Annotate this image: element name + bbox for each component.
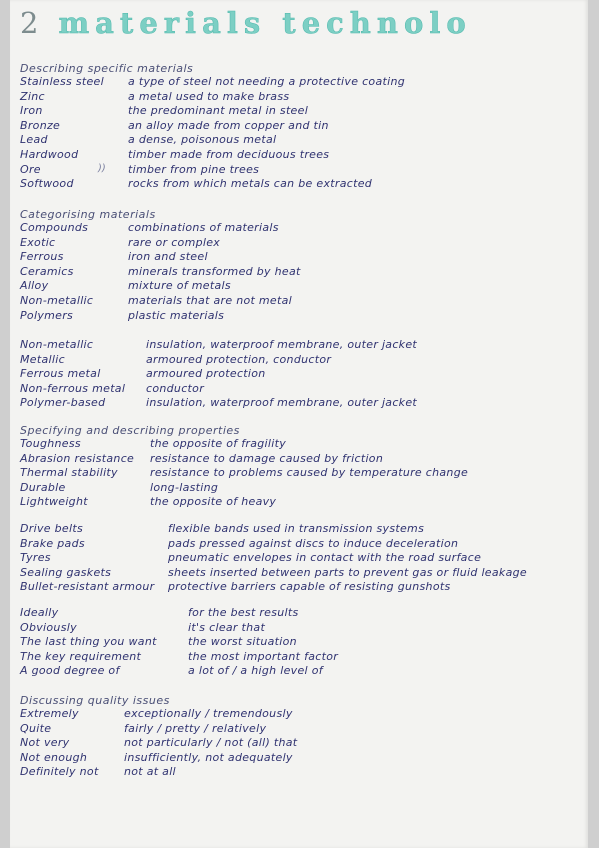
vocab-definition: insulation, waterproof membrane, outer jacket <box>146 338 418 351</box>
vocab-term: Not enough <box>20 750 88 764</box>
vocab-row <box>20 294 585 309</box>
vocab-row <box>20 396 585 411</box>
vocab-definition: insufficiently, not adequately <box>124 750 293 764</box>
vocab-definition: protective barriers capable of resisting gunshots <box>168 580 451 594</box>
vocab-row <box>20 751 585 766</box>
vocab-row <box>20 148 585 163</box>
notes-section <box>20 338 585 411</box>
vocab-row <box>20 522 585 537</box>
vocab-term: Alloy <box>20 279 49 293</box>
vocab-definition: the worst situation <box>188 635 297 649</box>
vocab-row <box>20 250 585 265</box>
vocab-term: Sealing gaskets <box>20 565 112 579</box>
vocab-term: Non-metallic <box>20 338 94 351</box>
vocab-term: The last thing you want <box>20 635 157 649</box>
vocab-row <box>20 90 585 105</box>
notes-section <box>20 208 585 323</box>
section-heading: Specifying and describing properties <box>20 424 240 437</box>
vocab-row <box>20 309 585 324</box>
vocab-definition: rocks from which metals can be extracted <box>128 177 373 191</box>
vocab-term: Polymer-based <box>20 396 106 410</box>
vocab-term: Ceramics <box>20 264 74 278</box>
vocab-definition: resistance to damage caused by friction <box>150 451 384 465</box>
vocab-definition: not particularly / not (all) that <box>124 736 298 750</box>
vocab-row <box>20 452 585 467</box>
vocab-row <box>20 279 585 294</box>
vocab-definition: a metal used to make brass <box>128 89 290 103</box>
vocab-term: Hardwood <box>20 147 79 161</box>
vocab-term: Zinc <box>20 89 45 103</box>
vocab-definition: iron and steel <box>128 250 208 264</box>
vocab-row <box>20 765 585 780</box>
ditto-mark: )) <box>98 162 106 174</box>
vocab-term: Extremely <box>20 707 79 720</box>
vocab-term: Definitely not <box>20 765 99 779</box>
vocab-row <box>20 736 585 751</box>
vocab-row <box>20 236 585 251</box>
vocab-term: Metallic <box>20 352 65 366</box>
title-text: materials technolo <box>58 6 472 40</box>
notes-section <box>20 694 585 780</box>
vocab-definition: flexible bands used in transmission systems <box>168 522 425 535</box>
vocab-term: Softwood <box>20 177 74 191</box>
vocab-row <box>20 177 585 192</box>
vocab-row <box>20 664 585 679</box>
section-heading: Describing specific materials <box>20 62 194 75</box>
vocab-term: Polymers <box>20 308 74 322</box>
vocab-definition: exceptionally / tremendously <box>124 707 293 720</box>
vocab-term: Bullet-resistant armour <box>20 580 155 594</box>
vocab-definition: pads pressed against discs to induce deceleration <box>168 536 459 550</box>
vocab-row <box>20 707 585 722</box>
vocab-row <box>20 650 585 665</box>
vocab-term: Quite <box>20 721 52 735</box>
vocab-definition: long-lasting <box>150 480 219 494</box>
vocab-definition: combinations of materials <box>128 221 279 234</box>
vocab-row <box>20 104 585 119</box>
vocab-term: The key requirement <box>20 649 142 663</box>
vocab-definition: for the best results <box>188 606 299 619</box>
vocab-definition: a lot of / a high level of <box>188 664 323 678</box>
vocab-term: Non-ferrous metal <box>20 381 126 395</box>
vocab-term: Ferrous metal <box>20 367 101 381</box>
vocab-row <box>20 119 585 134</box>
vocab-row <box>20 437 585 452</box>
vocab-term: Compounds <box>20 221 89 234</box>
vocab-term: Durable <box>20 480 66 494</box>
vocab-row <box>20 495 585 510</box>
vocab-definition: insulation, waterproof membrane, outer jacket <box>146 396 418 410</box>
vocab-definition: timber made from deciduous trees <box>128 147 330 161</box>
vocab-row <box>20 722 585 737</box>
vocab-definition: conductor <box>146 381 205 395</box>
vocab-term: Ideally <box>20 606 59 619</box>
vocab-row <box>20 551 585 566</box>
vocab-row <box>20 338 585 353</box>
vocab-definition: minerals transformed by heat <box>128 264 301 278</box>
vocab-definition: mixture of metals <box>128 279 231 293</box>
vocab-term: Stainless steel <box>20 75 104 88</box>
vocab-definition: armoured protection <box>146 367 266 381</box>
notes-section <box>20 424 585 510</box>
vocab-definition: the most important factor <box>188 649 339 663</box>
vocab-definition: pneumatic envelopes in contact with the road surface <box>168 551 482 565</box>
vocab-term: Abrasion resistance <box>20 451 135 465</box>
page-title <box>20 6 580 40</box>
vocab-definition: not at all <box>124 765 176 779</box>
vocab-row <box>20 133 585 148</box>
vocab-row <box>20 466 585 481</box>
title-number: 2 <box>20 6 45 40</box>
vocab-definition: resistance to problems caused by temperature change <box>150 466 469 480</box>
vocab-term: Brake pads <box>20 536 85 550</box>
vocab-term: Tyres <box>20 551 51 565</box>
vocab-definition: rare or complex <box>128 235 221 249</box>
vocab-row <box>20 481 585 496</box>
vocab-row <box>20 367 585 382</box>
vocab-term: Lead <box>20 133 48 147</box>
vocab-row <box>20 566 585 581</box>
vocab-term: Bronze <box>20 118 61 132</box>
vocab-term: Iron <box>20 104 43 118</box>
vocab-term: Exotic <box>20 235 56 249</box>
vocab-row <box>20 382 585 397</box>
vocab-term: Obviously <box>20 620 77 634</box>
vocab-row <box>20 163 585 178</box>
vocab-term: Ore <box>20 162 41 176</box>
vocab-definition: an alloy made from copper and tin <box>128 118 329 132</box>
vocab-term: Non-metallic <box>20 293 94 307</box>
vocab-row <box>20 537 585 552</box>
vocab-definition: armoured protection, conductor <box>146 352 332 366</box>
vocab-term: Ferrous <box>20 250 64 264</box>
vocab-row <box>20 265 585 280</box>
vocab-definition: a type of steel not needing a protective coating <box>128 75 406 88</box>
notes-section <box>20 62 585 192</box>
vocab-definition: sheets inserted between parts to prevent gas or fluid leakage <box>168 565 527 579</box>
vocab-row <box>20 621 585 636</box>
vocab-definition: the opposite of heavy <box>150 495 277 509</box>
vocab-definition: fairly / pretty / relatively <box>124 721 267 735</box>
vocab-term: Thermal stability <box>20 466 118 480</box>
notebook-page <box>10 0 588 848</box>
vocab-row <box>20 635 585 650</box>
vocab-row <box>20 221 585 236</box>
vocab-row <box>20 580 585 595</box>
vocab-definition: it's clear that <box>188 620 266 634</box>
vocab-term: Toughness <box>20 437 81 450</box>
notes-section <box>20 522 585 595</box>
vocab-row <box>20 606 585 621</box>
vocab-definition: plastic materials <box>128 308 225 322</box>
vocab-definition: timber from pine trees <box>128 162 260 176</box>
vocab-definition: the opposite of fragility <box>150 437 287 450</box>
vocab-definition: a dense, poisonous metal <box>128 133 277 147</box>
vocab-definition: materials that are not metal <box>128 293 293 307</box>
section-heading: Categorising materials <box>20 208 156 221</box>
section-heading: Discussing quality issues <box>20 694 170 707</box>
vocab-term: Not very <box>20 736 70 750</box>
vocab-row <box>20 75 585 90</box>
vocab-row <box>20 353 585 368</box>
vocab-term: A good degree of <box>20 664 120 678</box>
vocab-term: Drive belts <box>20 522 83 535</box>
notes-section <box>20 606 585 679</box>
vocab-definition: the predominant metal in steel <box>128 104 309 118</box>
vocab-term: Lightweight <box>20 495 88 509</box>
